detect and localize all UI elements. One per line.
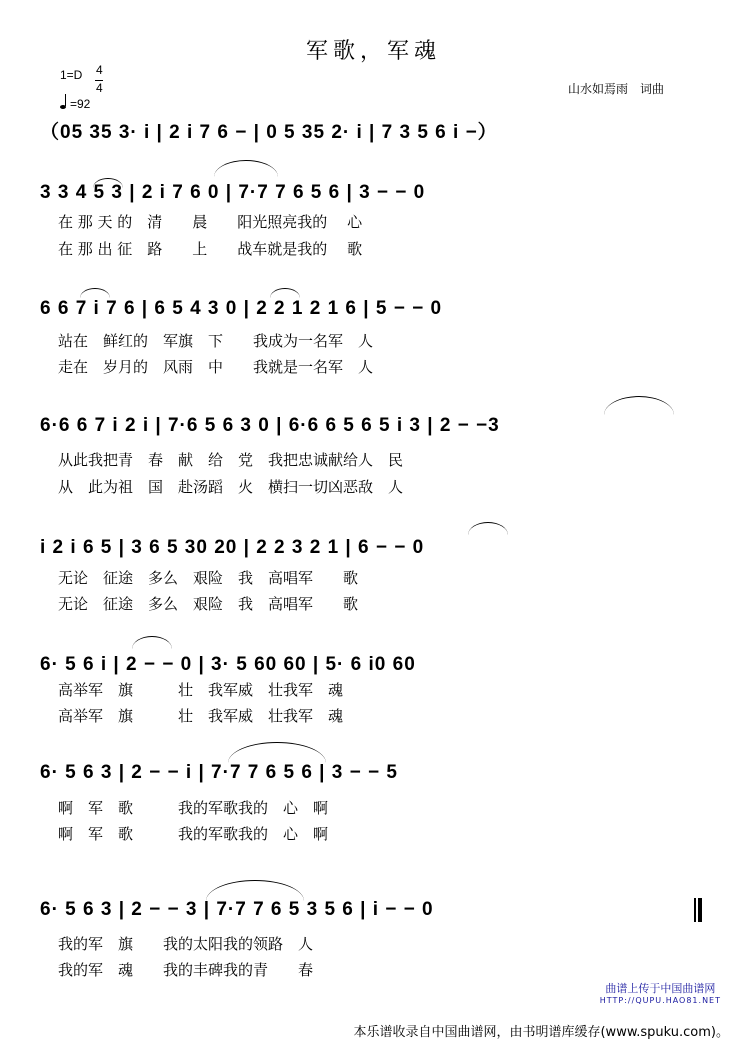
lyric-verse-2: 我的军 魂 我的丰碑我的青 春 — [58, 961, 314, 979]
slur — [604, 396, 674, 415]
tempo-marking — [60, 96, 90, 111]
time-signature-numerator: 4 — [96, 63, 103, 77]
slur — [206, 880, 304, 901]
tempo-value: =92 — [70, 97, 91, 111]
music-system-8 — [40, 895, 710, 925]
lyric-verse-2: 高举军 旗 壮 我军威 壮我军 魂 — [58, 707, 344, 725]
notation-line: 6· 5 6 3 | 2 − − 3 | 7·7 7 6 5 3 5 6 | i − − 0 — [40, 899, 434, 920]
notation-line: 3 3 4 5 3 | 2 i 7 6 0 | 7·7 7 6 5 6 | 3 − − 0 — [40, 182, 426, 203]
music-system-4 — [40, 411, 710, 441]
lyric-verse-1: 从此我把青 春 献 给 党 我把忠诚献给人 民 — [58, 451, 404, 469]
slur — [132, 636, 172, 649]
lyric-verse-1: 啊 军 歌 我的军歌我的 心 啊 — [58, 799, 329, 817]
notation-line: 6· 5 6 3 | 2 − − i | 7·7 7 6 5 6 | 3 − − 5 — [40, 762, 398, 783]
watermark-title: 曲谱上传于中国曲谱网 — [605, 982, 716, 995]
time-signature-denominator: 4 — [96, 81, 103, 95]
score-title: 军歌，军魂 — [305, 39, 441, 64]
source-watermark — [600, 983, 721, 1007]
watermark-url: HTTP://QUPU.HAO81.NET — [599, 996, 721, 1005]
lyric-verse-1: 无论 征途 多么 艰险 我 高唱军 歌 — [58, 569, 359, 587]
composer-credit: 山水如焉雨 词曲 — [568, 82, 665, 96]
lyric-verse-2: 无论 征途 多么 艰险 我 高唱军 歌 — [58, 595, 359, 613]
notation-line: （05 35 3· i | 2 i 7 6 − | 0 5 35 2· i | 7 3 5 6 i −） — [40, 122, 498, 143]
notation-line: i 2 i 6 5 | 3 6 5 30 20 | 2 2 3 2 1 | 6 − − 0 — [40, 537, 425, 558]
lyric-verse-2: 走在 岁月的 风雨 中 我就是一名军 人 — [58, 358, 374, 376]
final-barline-thick — [698, 898, 702, 922]
slur — [468, 522, 508, 535]
footer-note: 本乐谱收录自中国曲谱网，由书明谱库缓存(www.spuku.com)。 — [353, 1025, 729, 1040]
slur — [80, 288, 110, 298]
slur — [270, 288, 300, 298]
note-stem — [65, 94, 66, 106]
music-system-2 — [40, 178, 710, 208]
lyric-verse-1: 高举军 旗 壮 我军威 壮我军 魂 — [58, 681, 344, 699]
music-system-5 — [40, 533, 710, 563]
slur — [214, 160, 278, 177]
music-system-3 — [40, 294, 710, 324]
notation-line: 6·6 6 7 i 2 i | 7·6 5 6 3 0 | 6·6 6 5 6 5 i 3 | 2 − −3 — [40, 415, 500, 436]
lyric-verse-2: 从 此为祖 国 赴汤蹈 火 横扫一切凶恶敌 人 — [58, 478, 404, 496]
lyric-verse-2: 在 那 出 征 路 上 战车就是我的 歌 — [58, 240, 363, 258]
final-barline — [694, 898, 696, 922]
key-signature: 1=D — [60, 68, 83, 82]
notation-line: 6 6 7 i 7 6 | 6 5 4 3 0 | 2 2 1 2 1 6 | 5 − − 0 — [40, 298, 443, 319]
lyric-verse-1: 在 那 天 的 清 晨 阳光照亮我的 心 — [58, 213, 363, 231]
lyric-verse-1: 站在 鲜红的 军旗 下 我成为一名军 人 — [58, 332, 374, 350]
notation-line: 6· 5 6 i | 2 − − 0 | 3· 5 60 60 | 5· 6 i0 60 — [40, 654, 416, 675]
music-system-1 — [40, 118, 710, 148]
music-system-7 — [40, 758, 710, 788]
lyric-verse-2: 啊 军 歌 我的军歌我的 心 啊 — [58, 825, 329, 843]
lyric-verse-1: 我的军 旗 我的太阳我的领路 人 — [58, 935, 314, 953]
slur — [228, 742, 326, 763]
music-system-6 — [40, 650, 710, 680]
